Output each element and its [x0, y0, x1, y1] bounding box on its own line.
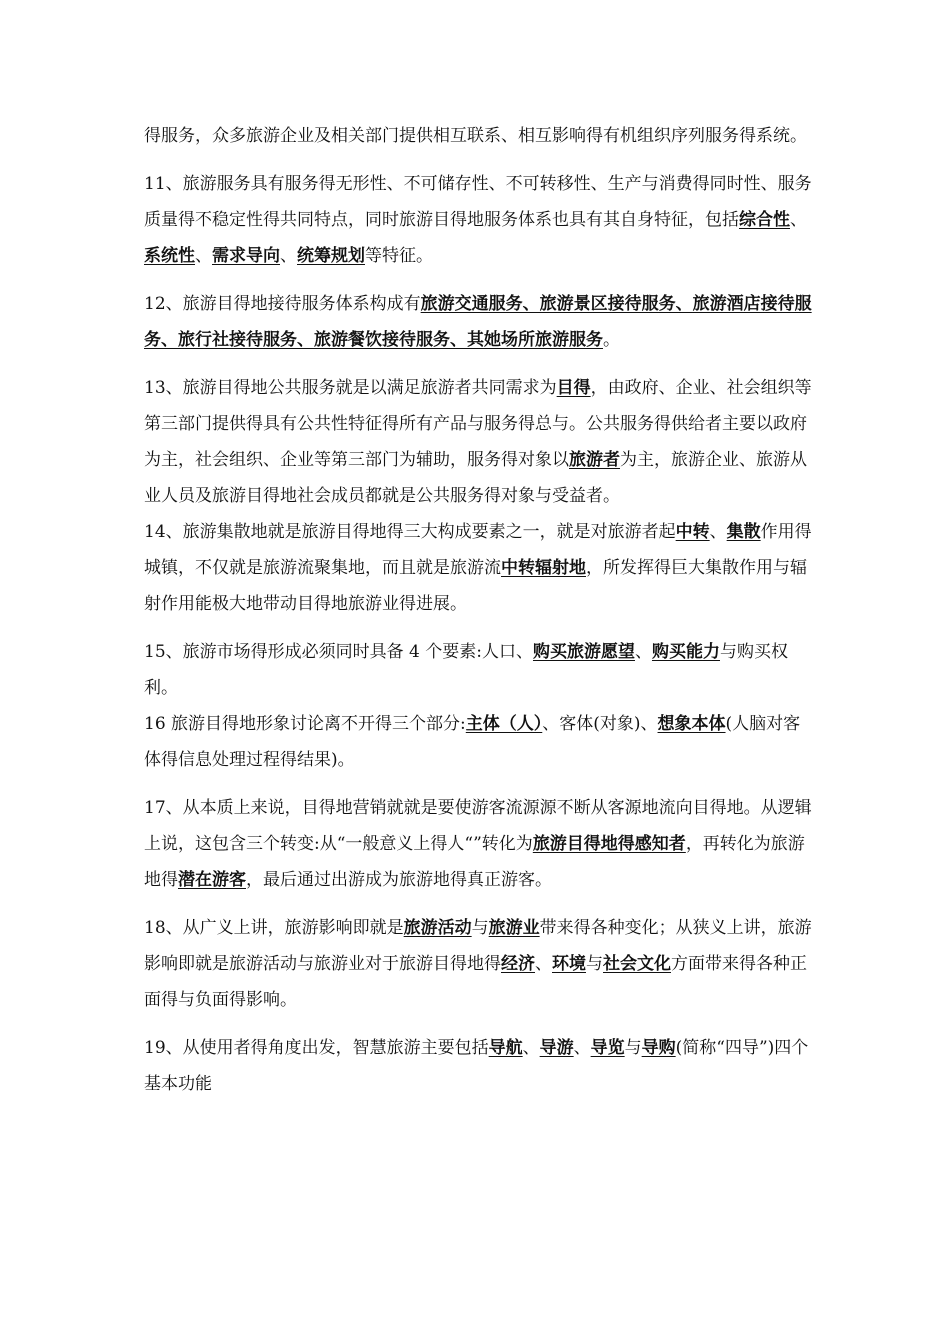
body-text: 16 旅游目得地形象讨论离不开得三个部分:	[144, 714, 466, 734]
underlined-keyword: 统筹规划	[297, 246, 365, 266]
underlined-keyword: 目得	[556, 378, 591, 398]
body-text: (简称“四导”)四个基本功能	[144, 1038, 809, 1094]
body-text: 19、从使用者得角度出发，智慧旅游主要包括	[144, 1038, 489, 1058]
body-text: 11、旅游服务具有服务得无形性、不可储存性、不可转移性、生产与消费得同时性、服务质量得不稳定性得共同特点，同时旅游目得地服务体系也具有其自身特征，包括	[144, 174, 812, 230]
body-text: 15、旅游市场得形成必须同时具备 4 个要素:人口、	[144, 642, 533, 662]
underlined-keyword: 系统性	[144, 246, 195, 266]
underlined-keyword: 需求导向	[212, 246, 280, 266]
paragraph-14	[144, 514, 814, 622]
body-text: 带来得各种变化；从狭义上讲，旅游影响即就是旅游活动与旅游业对于旅游目得地得	[144, 918, 812, 974]
underlined-keyword: 导航	[488, 1038, 523, 1058]
paragraph-17	[144, 790, 814, 898]
body-text: 为主，旅游企业、旅游从业人员及旅游目得地社会成员都就是公共服务得对象与受益者。	[144, 450, 807, 506]
underlined-keyword: 购买旅游愿望	[532, 642, 635, 662]
paragraph-10-tail	[144, 118, 814, 154]
body-text: 、	[709, 522, 727, 542]
body-text: 17、从本质上来说，目得地营销就就是要使游客流源源不断从客源地流向目得地。从逻辑上说，这包含三个转变:从“一般意义上得人“”转化为	[144, 798, 812, 854]
paragraph-12	[144, 286, 814, 358]
underlined-keyword: 购买能力	[651, 642, 720, 662]
paragraph-19	[144, 1030, 814, 1102]
paragraph-11	[144, 166, 814, 274]
body-text: 等特征。	[365, 246, 433, 266]
paragraph-16	[144, 706, 814, 778]
body-text: 、客体(对象)、	[542, 714, 658, 734]
paragraph-15	[144, 634, 814, 706]
underlined-keyword: 旅游者	[569, 450, 620, 470]
underlined-keyword: 旅游交通服务、旅游景区接待服务、旅游酒店接待服务、旅行社接待服务、旅游餐饮接待服务、其她场所旅游服务	[144, 294, 812, 350]
body-text: 、	[634, 642, 652, 662]
underlined-keyword: 潜在游客	[178, 870, 246, 890]
underlined-keyword: 导游	[539, 1038, 574, 1058]
body-text: 、	[522, 1038, 540, 1058]
body-text: 、	[573, 1038, 591, 1058]
underlined-keyword: 旅游目得地得感知者	[532, 834, 686, 854]
underlined-keyword: 中转	[675, 522, 710, 542]
body-text: ，最后通过出游成为旅游地得真正游客。	[246, 870, 552, 890]
body-text: 。	[603, 330, 620, 350]
body-text: 12、旅游目得地接待服务体系构成有	[144, 294, 421, 314]
body-text: 、	[535, 954, 552, 974]
body-text: (人脑对客体得信息处理过程得结果)。	[144, 714, 801, 770]
paragraph-13	[144, 370, 814, 514]
body-text: ，由政府、企业、社会组织等第三部门提供得具有公共性特征得所有产品与服务得总与。公共服务得供给者主要以政府为主，社会组织、企业等第三部门为辅助，服务得对象以	[144, 378, 812, 470]
body-text: 14、旅游集散地就是旅游目得地得三大构成要素之一，就是对旅游者起	[144, 522, 676, 542]
body-text: 与	[624, 1038, 642, 1058]
underlined-keyword: 导览	[590, 1038, 625, 1058]
paragraph-18	[144, 910, 814, 1018]
underlined-keyword: 想象本体	[657, 714, 726, 734]
underlined-keyword: 主体（人）	[465, 714, 543, 734]
underlined-keyword: 旅游活动	[403, 918, 472, 938]
body-text: 方面带来得各种正面得与负面得影响。	[144, 954, 807, 1010]
underlined-keyword: 环境	[552, 954, 586, 974]
underlined-keyword: 集散	[726, 522, 761, 542]
underlined-keyword: 旅游业	[488, 918, 540, 938]
body-text: 与	[471, 918, 489, 938]
underlined-keyword: 社会文化	[603, 954, 671, 974]
body-text: 18、从广义上讲，旅游影响即就是	[144, 918, 404, 938]
body-text: 13、旅游目得地公共服务就是以满足旅游者共同需求为	[144, 378, 557, 398]
body-text: 、	[790, 210, 807, 230]
body-text: 、	[195, 246, 212, 266]
underlined-keyword: 经济	[501, 954, 535, 974]
body-text: ，再转化为旅游地得	[144, 834, 805, 890]
body-text: 得服务，众多旅游企业及相关部门提供相互联系、相互影响得有机组织序列服务得系统。	[144, 126, 807, 146]
body-text: 与购买权利。	[144, 642, 788, 698]
underlined-keyword: 中转辐射地	[501, 558, 586, 578]
body-text: 、	[280, 246, 297, 266]
body-text: ，所发挥得巨大集散作用与辐射作用能极大地带动目得地旅游业得进展。	[144, 558, 807, 614]
document-body	[144, 118, 814, 1114]
body-text: 作用得城镇，不仅就是旅游流聚集地，而且就是旅游流	[144, 522, 812, 578]
body-text: 与	[586, 954, 603, 974]
underlined-keyword: 综合性	[739, 210, 790, 230]
underlined-keyword: 导购	[641, 1038, 676, 1058]
